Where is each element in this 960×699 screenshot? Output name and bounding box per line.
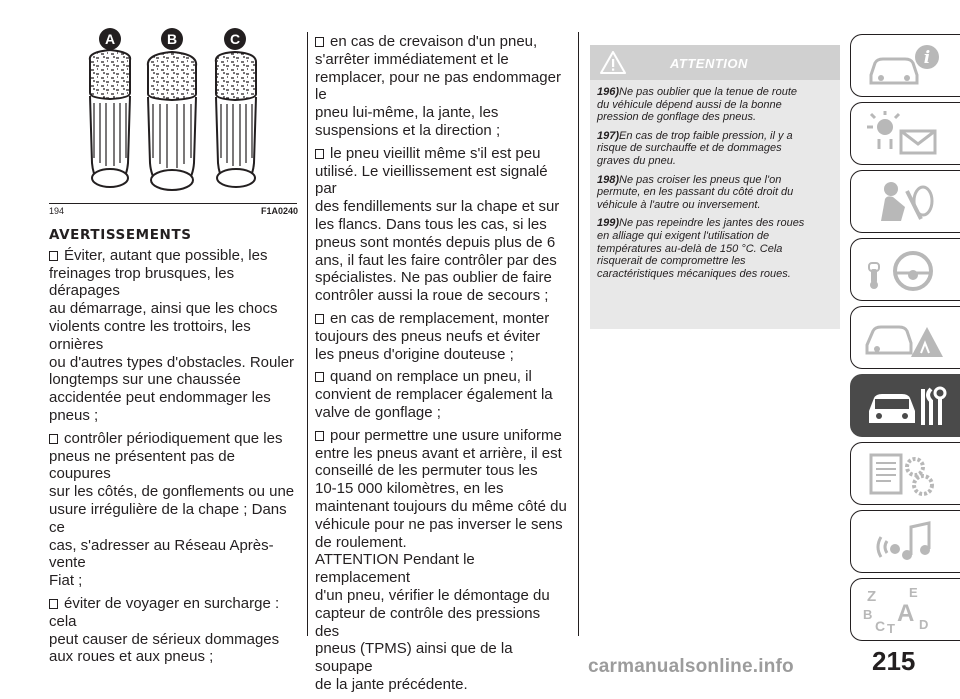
- warnings-column-2: [315, 33, 567, 699]
- multimedia-icon: [861, 517, 951, 567]
- attention-title: ATTENTION: [670, 56, 748, 71]
- warning-item: en cas de crevaison d'un pneu, s'arrêter immédiatement et le remplacer, pour ne pas endommager le pneu lui-même, la jante, les suspensions et la direction ;: [315, 33, 561, 139]
- warning-item: pour permettre une usure uniforme entre les pneus avant et arrière, il est conseillé de les permuter tous les 10-15 000 kilomètres, en les maintenant toujours du même côté du véhicule pour ne pas inverser le sens de roulement.: [315, 426, 567, 551]
- tyre-a-drawing: [90, 50, 130, 187]
- warnings-column-1: [49, 227, 299, 671]
- attention-header: [590, 45, 840, 80]
- car-info-icon: [861, 41, 951, 91]
- figure-label-a: A: [104, 31, 116, 47]
- tab-safety[interactable]: [850, 170, 960, 233]
- warning-item: le pneu vieillit même s'il est peu utilisé. Le vieillissement est signalé par des fendillements sur la chape et sur les flancs. Dans tous les cas, si les pneus sont montés depuis plus de 6 ans, il faut les faire contrôler par des spécialistes. Ne pas oublier de faire contrôler aussi la roue de secours ;: [315, 144, 560, 305]
- warning-item: contrôler périodiquement que les pneus ne présentent pas de coupures sur les côtés, de gonflements ou une usure irrégulière de la chape ; Dans ce cas, s'adresser au Réseau Après-vente Fiat ;: [49, 429, 295, 590]
- checkbox-bullet-icon: [315, 431, 324, 441]
- column-divider: [578, 32, 579, 636]
- checkbox-bullet-icon: [315, 314, 324, 324]
- safety-airbag-icon: [861, 177, 951, 227]
- tab-emergency[interactable]: [850, 306, 960, 369]
- tab-index[interactable]: [850, 578, 960, 641]
- maintenance-car-icon: [861, 381, 951, 431]
- dashboard-lights-icon: [861, 109, 951, 159]
- checkbox-bullet-icon: [49, 434, 58, 444]
- attention-item-number: 199): [597, 217, 620, 230]
- technical-data-icon: [861, 449, 951, 499]
- attention-item: 198)Ne pas croiser les pneus que l'on permute, en les passant du côté droit du véhicule à l'autre ou inversement.: [597, 173, 794, 211]
- attention-item: 199)Ne pas repeindre les jantes des roues en alliage qui exigent l'utilisation de températures au-delà de 150 °C. Cela risquerait de compromettre les caractéristiques mécaniques des roues.: [597, 217, 805, 280]
- attention-item-number: 198): [597, 173, 620, 186]
- svg-text:A: A: [897, 600, 915, 627]
- attention-box: [590, 45, 840, 329]
- figure-rule: [49, 203, 297, 204]
- svg-text:i: i: [923, 48, 931, 68]
- checkbox-bullet-icon: [315, 149, 324, 159]
- tyre-wear-figure: [50, 28, 296, 203]
- tab-dashboard-lights[interactable]: [850, 102, 960, 165]
- tyre-c-drawing: [216, 52, 256, 187]
- checkbox-bullet-icon: [49, 251, 58, 261]
- emergency-icon: [861, 313, 951, 363]
- checkbox-bullet-icon: [315, 372, 324, 382]
- figure-caption: [49, 206, 297, 218]
- warning-triangle-icon: [600, 51, 626, 74]
- figure-code: F1A0240: [261, 206, 299, 216]
- svg-text:B: B: [863, 607, 873, 622]
- svg-text:D: D: [919, 617, 929, 632]
- checkbox-bullet-icon: [315, 37, 324, 47]
- svg-text:Z: Z: [867, 588, 877, 605]
- figure-number: 194: [49, 206, 65, 216]
- warning-item: quand on remplace un pneu, il convient de remplacer également la valve de gonflage ;: [315, 368, 553, 421]
- section-heading: AVERTISSEMENTS: [49, 227, 192, 243]
- figure-label-c: C: [229, 31, 241, 47]
- tab-multimedia[interactable]: [850, 510, 960, 573]
- warning-item: en cas de remplacement, monter toujours des pneus neufs et éviter les pneus d'origine douteuse ;: [315, 309, 550, 363]
- attention-item-number: 196): [597, 86, 620, 98]
- tab-technical-data[interactable]: [850, 442, 960, 505]
- column-divider: [307, 32, 308, 636]
- attention-item-number: 197): [597, 129, 620, 142]
- attention-items: [590, 80, 840, 280]
- checkbox-bullet-icon: [49, 599, 58, 609]
- tab-maintenance[interactable]: [850, 374, 960, 437]
- index-icon: [861, 585, 951, 635]
- attention-item: 196)Ne pas oublier que la tenue de route du véhicule dépend aussi de la bonne pression de gonflage des pneus.: [597, 86, 797, 124]
- svg-text:T: T: [887, 621, 895, 635]
- starting-driving-icon: [861, 245, 951, 295]
- tab-car-info[interactable]: [850, 34, 960, 97]
- watermark: carmanualsonline.info: [588, 656, 794, 677]
- page-number: 215: [872, 646, 916, 676]
- svg-text:C: C: [875, 618, 886, 634]
- warning-item: Éviter, autant que possible, les freinages trop brusques, les dérapages au démarrage, ainsi que les chocs violents contre les trottoirs, les ornières ou d'autres types d'obstacles. Rouler longtemps sur une chaussée accidentée peut endommager les pneus ;: [49, 246, 295, 424]
- figure-label-b: B: [166, 31, 178, 47]
- tab-starting-driving[interactable]: [850, 238, 960, 301]
- tpms-note: ATTENTION Pendant le remplacement d'un pneu, vérifier le démontage du capteur de contrôle des pressions des pneus (TPMS) ainsi que de la soupape de la jante précédente.: [315, 551, 550, 693]
- warning-item: éviter de voyager en surcharge : cela peut causer de sérieux dommages aux roues et aux pneus ;: [49, 594, 280, 666]
- svg-text:E: E: [909, 585, 918, 600]
- tyre-b-drawing: [148, 52, 196, 190]
- attention-item: 197)En cas de trop faible pression, il y a risque de surchauffe et de dommages graves du pneu.: [597, 129, 793, 167]
